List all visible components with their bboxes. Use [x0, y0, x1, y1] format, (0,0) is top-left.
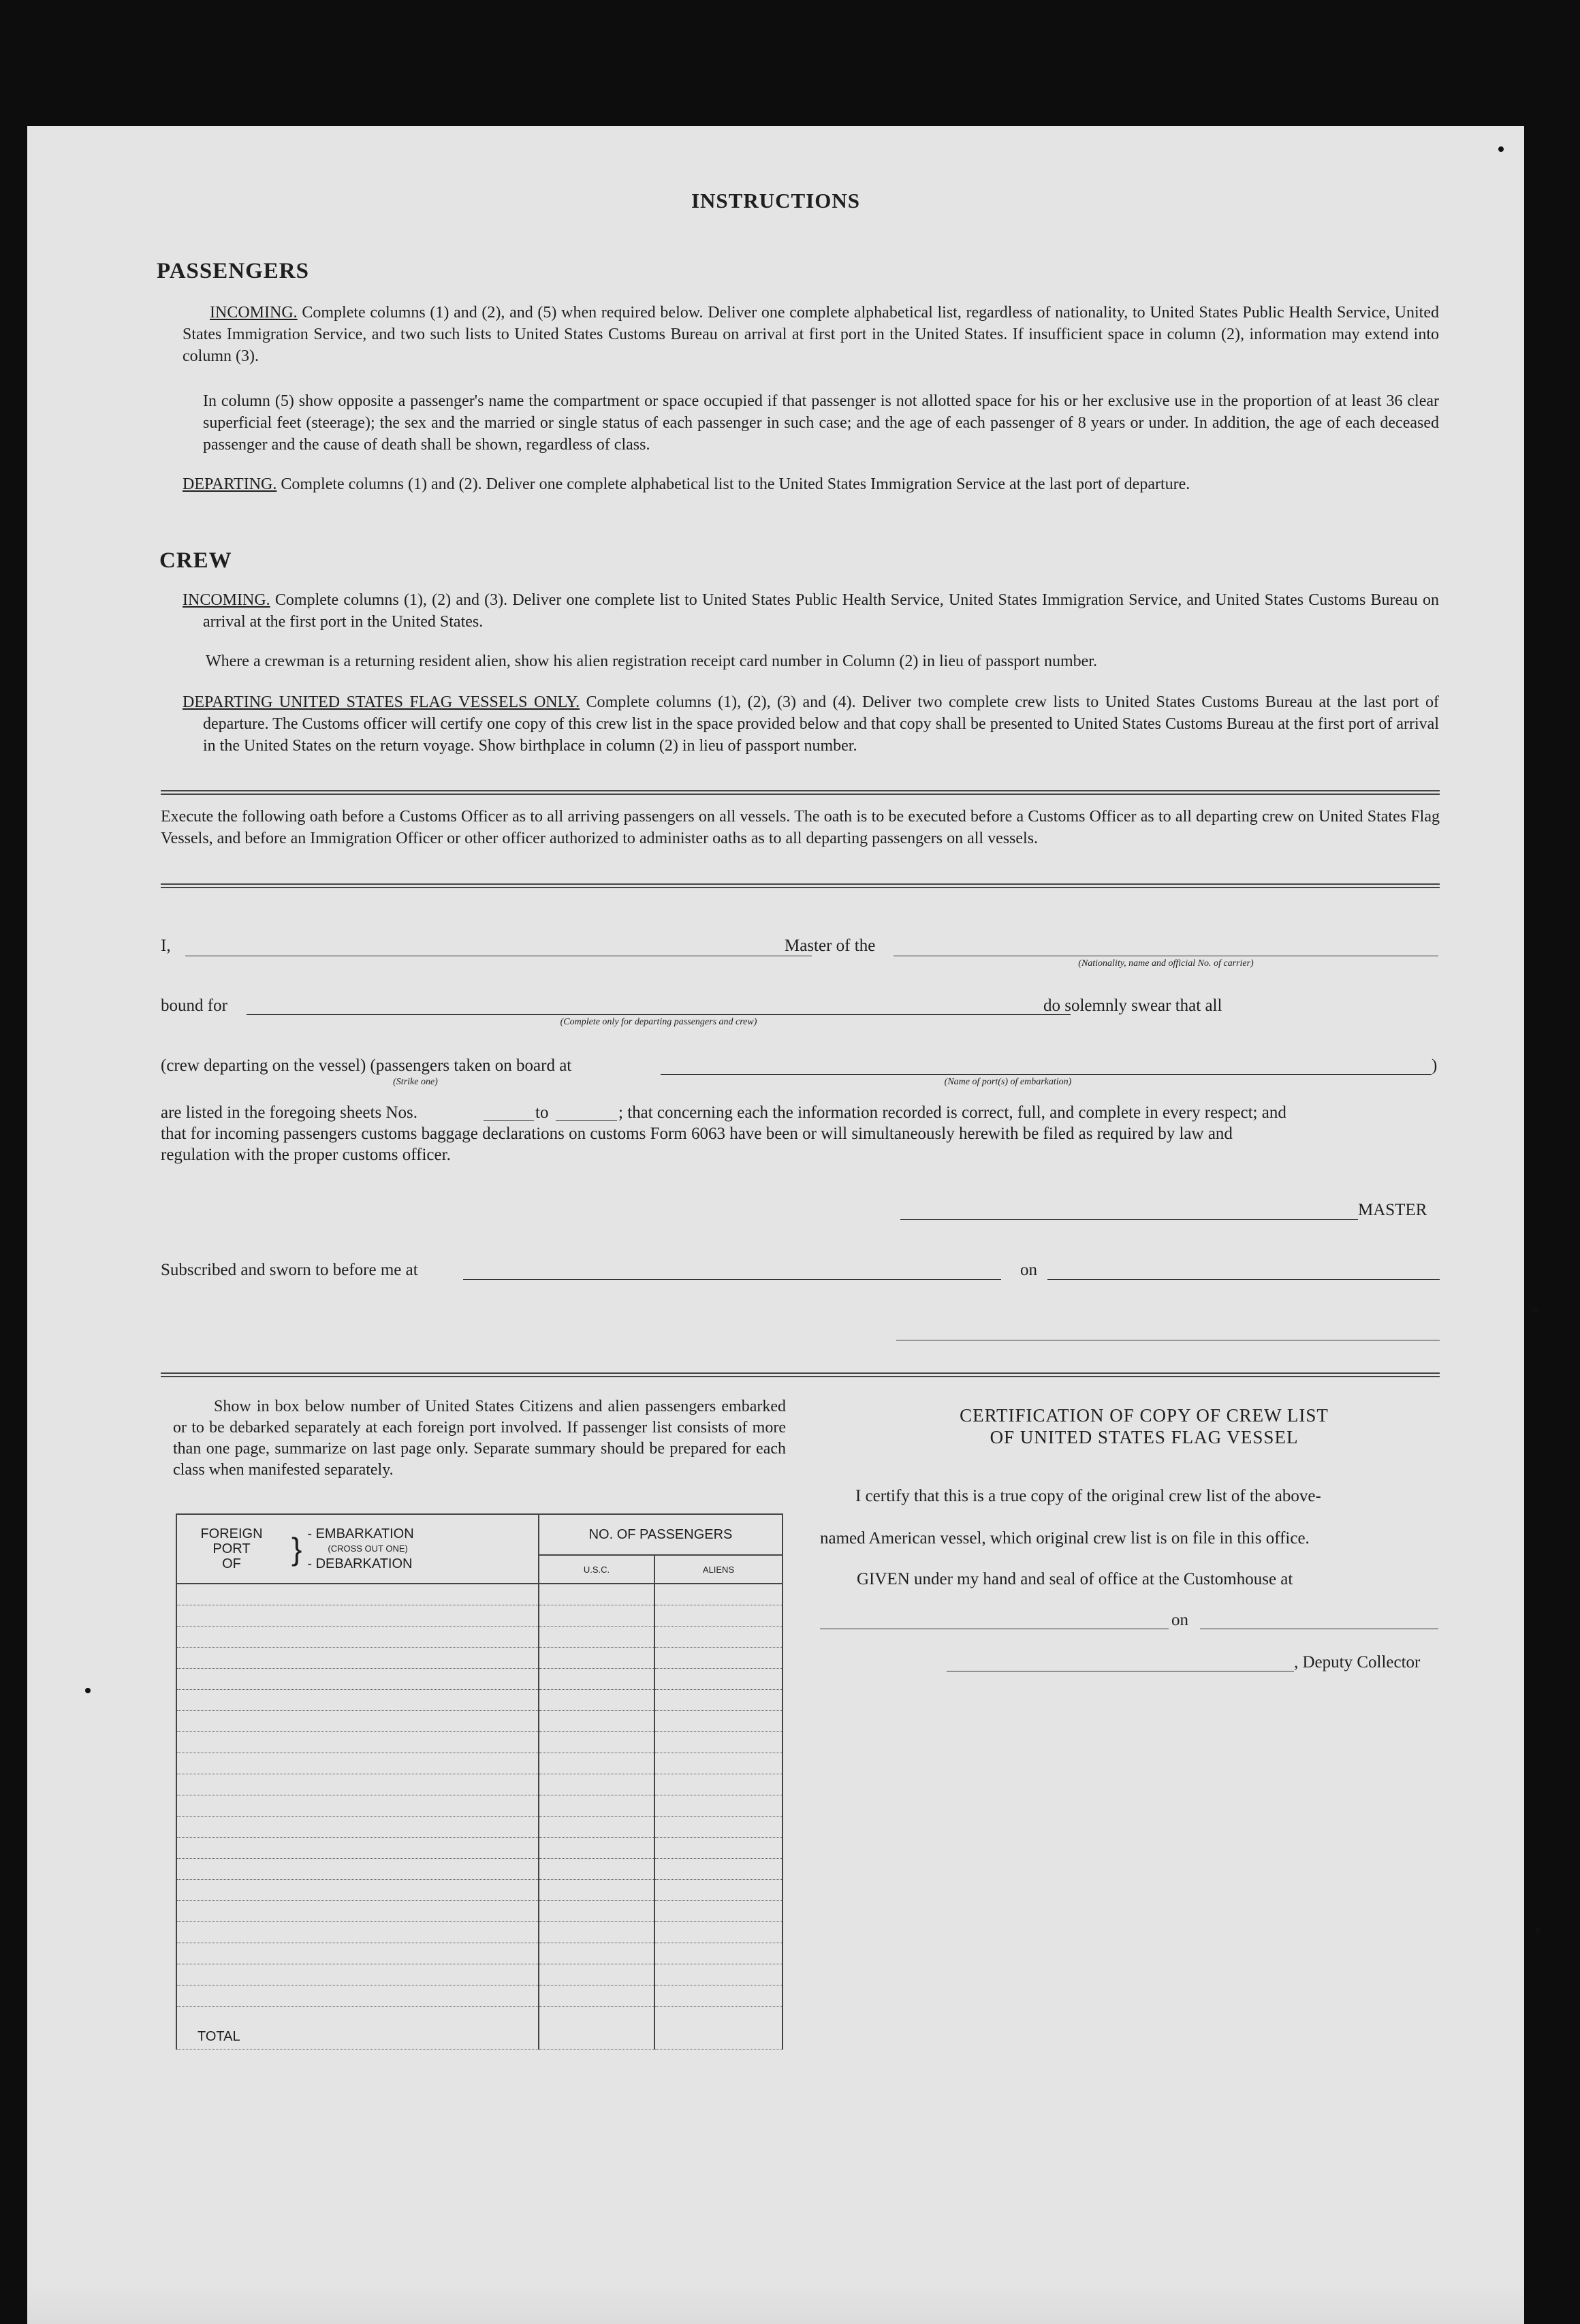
usc-cell[interactable] [539, 1605, 654, 1627]
brace-icon: } [291, 1531, 302, 1567]
table-row [176, 1732, 783, 1753]
port-cell[interactable] [176, 1964, 539, 1985]
aliens-cell[interactable] [654, 1943, 783, 1964]
aliens-cell[interactable] [654, 1753, 783, 1774]
table-row [176, 1774, 783, 1795]
port-cell[interactable] [176, 1901, 539, 1922]
no-of-passengers-header: NO. OF PASSENGERS [539, 1514, 783, 1555]
certification-heading-2: OF UNITED STATES FLAG VESSEL [990, 1427, 1299, 1447]
aliens-cell[interactable] [654, 1901, 783, 1922]
nationality-caption: (Nationality, name and official No. of carrier) [1078, 958, 1254, 969]
usc-cell[interactable] [539, 1774, 654, 1795]
port-cell[interactable] [176, 1774, 539, 1795]
certify-on-label: on [1171, 1611, 1188, 1629]
passengers-incoming-text: Complete columns (1) and (2), and (5) when required below. Deliver one complete alphabetical list, regardless of nationality, to United States Public Health Service, United States Immigration Service, and two such lists to United States Customs Bureau on arrival at first port in the United States. If insufficient space in column (2), information may extend into column (3). [183, 304, 1440, 365]
do-swear-label: do solemnly swear that all [1043, 996, 1222, 1015]
usc-header: U.S.C. [539, 1555, 654, 1584]
aliens-header: ALIENS [654, 1555, 783, 1584]
crew-incoming-label: INCOMING. [183, 591, 270, 609]
ports-of-embarkation-field[interactable] [661, 1074, 1432, 1075]
passengers-incoming-paragraph [183, 302, 1439, 367]
usc-cell[interactable] [539, 1880, 654, 1901]
foreign-label: FOREIGN [200, 1526, 263, 1541]
usc-cell[interactable] [539, 1627, 654, 1648]
aliens-cell[interactable] [654, 1690, 783, 1711]
embarkation-label: - EMBARKATION [307, 1526, 414, 1541]
port-label: PORT [212, 1541, 251, 1556]
master-signature-field[interactable] [900, 1219, 1358, 1220]
table-row [176, 1605, 783, 1627]
listed-statement: ; that concerning each the information recorded is correct, full, and complete in every respect; and [618, 1103, 1286, 1122]
crew-passengers-label: (crew departing on the vessel) (passengers taken on board at [161, 1056, 572, 1075]
sworn-date-field[interactable] [1047, 1279, 1440, 1280]
table-row [176, 1648, 783, 1669]
aliens-cell[interactable] [654, 1627, 783, 1648]
passengers-departing-label: DEPARTING. [183, 475, 277, 493]
aliens-cell[interactable] [654, 1648, 783, 1669]
double-rule [161, 790, 1440, 795]
crew-resident-paragraph: Where a crewman is a returning resident alien, show his alien registration receipt card number in Column (2) in lieu of passport number. [206, 653, 1097, 670]
usc-cell[interactable] [539, 1901, 654, 1922]
subscribed-label: Subscribed and sworn to before me at [161, 1261, 418, 1279]
speck [1532, 1308, 1538, 1313]
double-rule [161, 1372, 1440, 1377]
passenger-summary-table [176, 1513, 783, 2050]
passengers-column5-paragraph: In column (5) show opposite a passenger's name the compartment or space occupied if that passenger is not allotted space for his or her exclusive use in the proportion of at least 36 clear superficial feet (steerage); the sex and the married or single status of each passenger in such case; and the age of each passenger of 8 years or under. In addition, the age of each deceased passenger and the cause of death shall be shown, regardless of class. [203, 392, 1439, 454]
table-row [176, 1711, 783, 1732]
port-cell[interactable] [176, 1943, 539, 1964]
usc-cell[interactable] [539, 1753, 654, 1774]
sworn-place-field[interactable] [463, 1279, 1001, 1280]
passengers-departing-text: Complete columns (1) and (2). Deliver one complete alphabetical list to the United States Immigration Service at the last port of departure. [281, 475, 1190, 493]
double-rule [161, 883, 1440, 888]
deputy-collector-label: , Deputy Collector [1294, 1653, 1421, 1671]
sheet-to-field[interactable] [556, 1120, 617, 1121]
total-aliens-cell[interactable] [654, 2007, 783, 2050]
summary-instructions: Show in box below number of United States Citizens and alien passengers embarked or to be debarked separately at each foreign port involved. If passenger list consists of more than one page, summarize on last page only. Separate summary should be prepared for each class when manifested separately. [173, 1398, 786, 1479]
usc-cell[interactable] [539, 1985, 654, 2007]
table-row [176, 1985, 783, 2007]
aliens-cell[interactable] [654, 1964, 783, 1985]
table-row [176, 1669, 783, 1690]
port-cell[interactable] [176, 1584, 539, 1605]
table-row [176, 1943, 783, 1964]
table-row [176, 1753, 783, 1774]
document-page [27, 126, 1524, 2324]
crew-departing-paragraph [183, 691, 1439, 757]
table-row [176, 1922, 783, 1943]
usc-cell[interactable] [539, 1922, 654, 1943]
port-cell[interactable] [176, 1880, 539, 1901]
aliens-cell[interactable] [654, 1732, 783, 1753]
page-title: INSTRUCTIONS [691, 189, 860, 213]
oath-instructions: Execute the following oath before a Customs Officer as to all arriving passengers on all vessels. The oath is to be executed before a Customs Officer as to all departing crew on United States Flag Vessels, and before an Immigration Officer or other officer authorized to administer oaths as to all departing passengers on all vessels. [161, 808, 1440, 847]
port-cell[interactable] [176, 1648, 539, 1669]
certification-heading-1: CERTIFICATION OF COPY OF CREW LIST [960, 1405, 1329, 1426]
crew-departing-label: DEPARTING UNITED STATES FLAG VESSELS ONLY. [183, 693, 580, 711]
total-usc-cell[interactable] [539, 2007, 654, 2050]
port-cell[interactable] [176, 1605, 539, 1627]
certify-text-2: named American vessel, which original crew list is on file in this office. [820, 1529, 1310, 1548]
port-cell[interactable] [176, 1817, 539, 1838]
table-row [176, 1817, 783, 1838]
table-row [176, 1838, 783, 1859]
passengers-heading: PASSENGERS [157, 259, 309, 283]
aliens-cell[interactable] [654, 1838, 783, 1859]
usc-cell[interactable] [539, 1711, 654, 1732]
port-cell[interactable] [176, 1753, 539, 1774]
port-cell[interactable] [176, 1669, 539, 1690]
listed-sheets-label: are listed in the foregoing sheets Nos. [161, 1103, 417, 1122]
speck [85, 1688, 91, 1693]
passengers-incoming-label: INCOMING. [210, 304, 298, 321]
table-row [176, 1880, 783, 1901]
aliens-cell[interactable] [654, 1584, 783, 1605]
close-paren: ) [1432, 1056, 1438, 1075]
sworn-on-label: on [1020, 1261, 1037, 1279]
usc-cell[interactable] [539, 1732, 654, 1753]
aliens-cell[interactable] [654, 1880, 783, 1901]
aliens-cell[interactable] [654, 1859, 783, 1880]
usc-cell[interactable] [539, 1648, 654, 1669]
usc-cell[interactable] [539, 1964, 654, 1985]
certify-text-1: I certify that this is a true copy of the original crew list of the above- [855, 1487, 1321, 1505]
bound-for-field[interactable] [247, 1014, 1071, 1015]
table-row [176, 1964, 783, 1985]
total-row [176, 2007, 783, 2050]
port-cell[interactable] [176, 1627, 539, 1648]
port-header [176, 1514, 539, 1584]
master-label: MASTER [1358, 1201, 1427, 1219]
listed-statement-2: that for incoming passengers customs baggage declarations on customs Form 6063 have been or will simultaneously herewith be filed as required by law and [161, 1125, 1233, 1143]
passengers-departing-paragraph [183, 473, 1439, 495]
crew-departing-text: Complete columns (1), (2), (3) and (4). Deliver two complete crew lists to United States Customs Bureau at the last port of departure. The Customs officer will certify one copy of this crew list in the space provided below and that copy shall be presented to United States Customs Bureau at the first port of arrival in the United States on the return voyage. Show birthplace in column (2) in lieu of passport number. [203, 693, 1439, 755]
speck [1535, 1928, 1540, 1933]
table-row [176, 1795, 783, 1817]
table-row [176, 1859, 783, 1880]
usc-cell[interactable] [539, 1943, 654, 1964]
port-cell[interactable] [176, 1922, 539, 1943]
table-row [176, 1901, 783, 1922]
table-row [176, 1627, 783, 1648]
crew-incoming-paragraph [183, 589, 1440, 633]
aliens-cell[interactable] [654, 1922, 783, 1943]
ports-caption: (Name of port(s) of embarkation) [944, 1077, 1072, 1087]
port-cell[interactable] [176, 1838, 539, 1859]
cross-out-label: (CROSS OUT ONE) [328, 1543, 408, 1554]
debarkation-label: - DEBARKATION [307, 1556, 413, 1571]
usc-cell[interactable] [539, 1690, 654, 1711]
bound-for-label: bound for [161, 996, 227, 1015]
sheet-from-field[interactable] [484, 1120, 534, 1121]
usc-cell[interactable] [539, 1795, 654, 1817]
crew-heading: CREW [159, 548, 232, 573]
aliens-cell[interactable] [654, 1774, 783, 1795]
port-cell[interactable] [176, 1985, 539, 2007]
aliens-cell[interactable] [654, 1605, 783, 1627]
aliens-cell[interactable] [654, 1817, 783, 1838]
port-cell[interactable] [176, 1711, 539, 1732]
port-cell[interactable] [176, 1732, 539, 1753]
given-text: GIVEN under my hand and seal of office at the Customhouse at [857, 1570, 1293, 1588]
listed-to-label: to [535, 1103, 549, 1122]
usc-cell[interactable] [539, 1859, 654, 1880]
aliens-cell[interactable] [654, 1711, 783, 1732]
crew-incoming-text: Complete columns (1), (2) and (3). Deliver one complete list to United States Public Health Service, United States Immigration Service, and United States Customs Bureau on arrival at the first port in the United States. [203, 591, 1440, 631]
usc-cell[interactable] [539, 1584, 654, 1605]
oath-i-label: I, [161, 937, 171, 955]
port-cell[interactable] [176, 1859, 539, 1880]
table-row [176, 1690, 783, 1711]
master-of-label: Master of the [785, 937, 876, 955]
aliens-cell[interactable] [654, 1795, 783, 1817]
port-cell[interactable] [176, 1690, 539, 1711]
speck [1498, 146, 1504, 152]
aliens-cell[interactable] [654, 1985, 783, 2007]
port-cell[interactable] [176, 1795, 539, 1817]
departing-caption: (Complete only for departing passengers and crew) [560, 1017, 757, 1027]
usc-cell[interactable] [539, 1817, 654, 1838]
listed-statement-3: regulation with the proper customs officer. [161, 1146, 451, 1164]
total-label: TOTAL [176, 2007, 539, 2050]
strike-one-caption: (Strike one) [393, 1077, 438, 1087]
usc-cell[interactable] [539, 1669, 654, 1690]
aliens-cell[interactable] [654, 1669, 783, 1690]
table-row [176, 1584, 783, 1605]
usc-cell[interactable] [539, 1838, 654, 1859]
of-label: OF [222, 1556, 241, 1571]
